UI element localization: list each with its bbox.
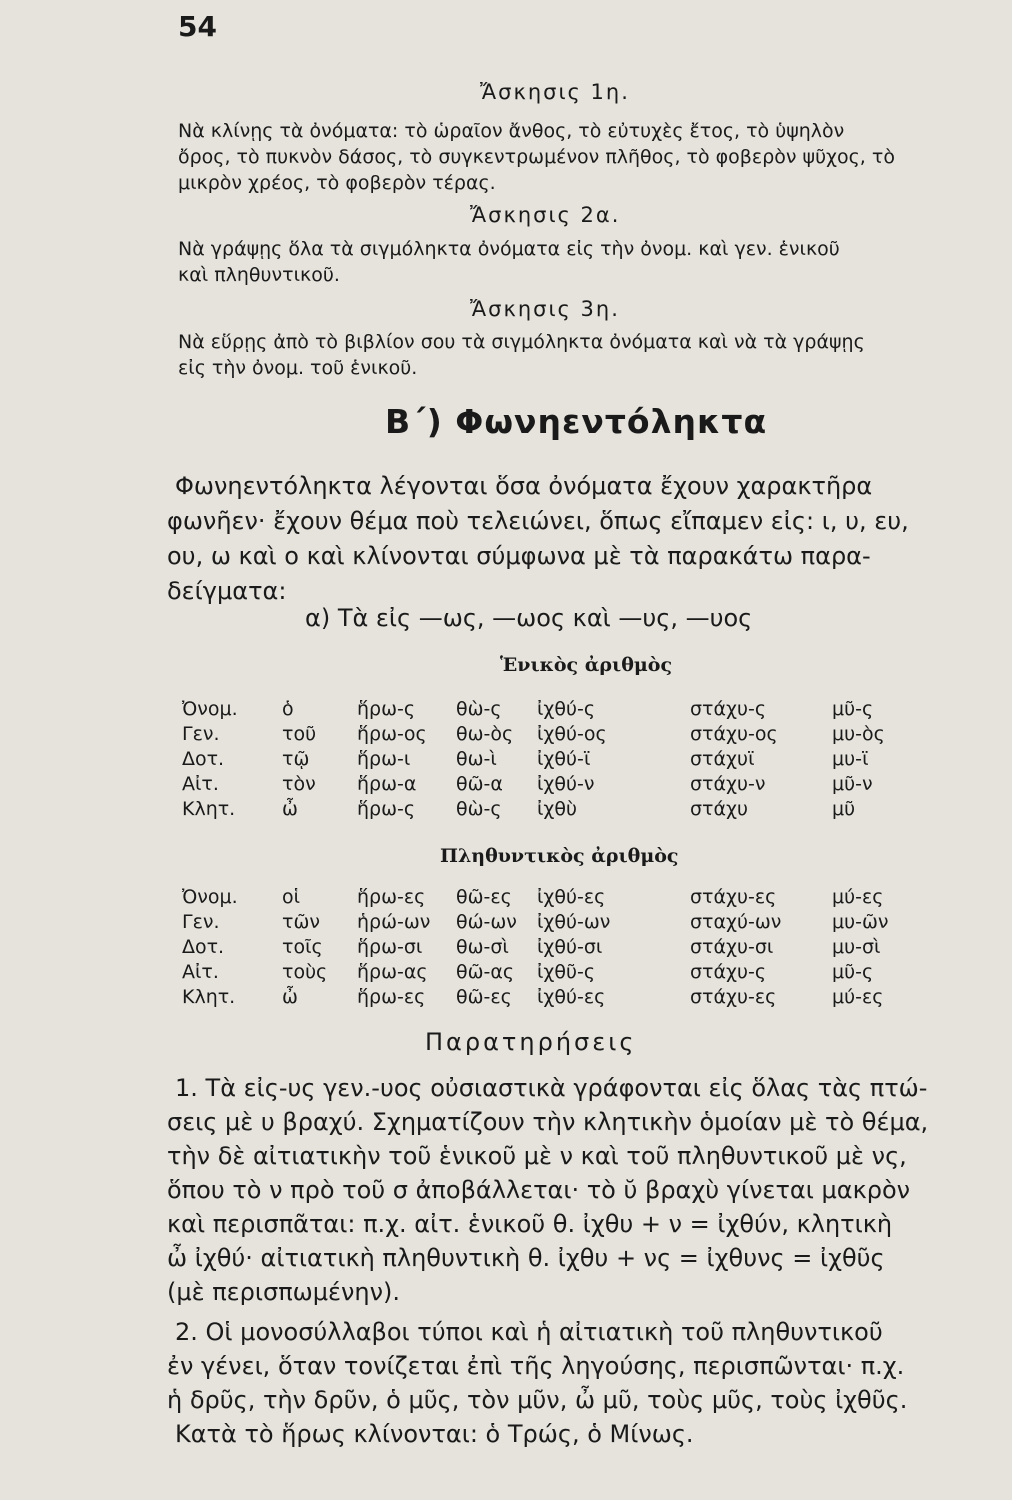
table-row <box>0 798 1012 822</box>
form-cell: στάχυ <box>690 798 748 820</box>
form-cell: στάχυ-ος <box>690 723 778 745</box>
form-cell: μῦ <box>832 798 856 820</box>
article: τὸν <box>282 773 316 795</box>
form-cell: στάχυ-σι <box>690 936 774 958</box>
form-cell: μυ-ῶν <box>832 911 889 933</box>
form-cell: μῦ-ς <box>832 698 874 720</box>
subheading: α) Τὰ εἰς —ως, —ωος καὶ —υς, —υος <box>305 604 753 632</box>
form-cell: στάχυ-ν <box>690 773 766 795</box>
observation-line: 2. Οἱ μονοσύλλαβοι τύποι καὶ ἡ αἰτιατικὴ τοῦ πληθυντικοῦ <box>175 1318 883 1346</box>
observation-line: σεις μὲ υ βραχύ. Σχηματίζουν τὴν κλητικὴν ὁμοίαν μὲ τὸ θέμα, <box>167 1108 929 1136</box>
form-cell: θὼ-ς <box>456 698 502 720</box>
form-cell: ἰχθῦ-ς <box>537 961 596 983</box>
intro-line: ου, ω καὶ ο καὶ κλίνονται σύμφωνα μὲ τὰ παρακάτω παρα- <box>167 542 871 570</box>
form-cell: θῶ-ας <box>456 961 515 983</box>
form-cell: σταχύ-ων <box>690 911 782 933</box>
case-label: Κλητ. <box>182 798 236 820</box>
case-label: Ὀνομ. <box>182 886 238 908</box>
form-cell: θώ-ων <box>456 911 517 933</box>
form-cell: ἡρώ-ων <box>357 911 431 933</box>
form-cell: θω-ὶ <box>456 748 497 770</box>
form-cell: ἰχθύ-ων <box>537 911 611 933</box>
form-cell: ἰχθὺ <box>537 798 578 820</box>
form-cell: ἥρω-σι <box>357 936 423 958</box>
form-cell: ἰχθύ-ς <box>537 698 596 720</box>
article: ὦ <box>282 986 298 1008</box>
form-cell: μυ-ὸς <box>832 723 885 745</box>
form-cell: ἥρω-ες <box>357 886 426 908</box>
form-cell: ἰχθύ-ος <box>537 723 607 745</box>
article: τοῦ <box>282 723 317 745</box>
form-cell: στάχυ-ς <box>690 961 766 983</box>
table-row <box>0 986 1012 1010</box>
table-row <box>0 773 1012 797</box>
form-cell: μύ-ες <box>832 886 884 908</box>
observation-line: ἡ δρῦς, τὴν δρῦν, ὁ μῦς, τὸν μῦν, ὦ μῦ, τοὺς μῦς, τοὺς ἰχθῦς. <box>167 1386 908 1414</box>
observation-line: Κατὰ τὸ ἥρως κλίνονται: ὁ Τρώς, ὁ Μίνως. <box>175 1420 694 1448</box>
form-cell: θῶ-ες <box>456 886 512 908</box>
exercise-3-title: Ἄσκησις 3η. <box>470 297 620 321</box>
article: ὦ <box>282 798 298 820</box>
exercise-3-line: Νὰ εὕρῃς ἀπὸ τὸ βιβλίον σου τὰ σιγμόληκτα ὀνόματα καὶ νὰ τὰ γράψῃς <box>178 331 865 353</box>
plural-heading: Πληθυντικὸς ἀριθμὸς <box>440 845 679 867</box>
exercise-2-title: Ἄσκησις 2α. <box>470 203 621 227</box>
form-cell: ἥρω-ος <box>357 723 427 745</box>
observation-line: τὴν δὲ αἰτιατικὴν τοῦ ἑνικοῦ μὲ ν καὶ τοῦ πληθυντικοῦ μὲ νς, <box>167 1142 907 1170</box>
table-row <box>0 886 1012 910</box>
exercise-2-line: καὶ πληθυντικοῦ. <box>178 264 340 286</box>
observation-line: 1. Τὰ εἰς-υς γεν.-υος οὐσιαστικὰ γράφονται εἰς ὅλας τὰς πτώ- <box>175 1074 928 1102</box>
table-row <box>0 698 1012 722</box>
form-cell: στάχυ-ες <box>690 886 777 908</box>
exercise-1-line: Νὰ κλίνῃς τὰ ὀνόματα: τὸ ὡραῖον ἄνθος, τὸ εὐτυχὲς ἔτος, τὸ ὑψηλὸν <box>178 120 845 142</box>
section-title: Β΄) Φωνηεντόληκτα <box>385 402 768 441</box>
case-label: Αἰτ. <box>182 961 219 983</box>
page-number: 54 <box>178 10 217 43</box>
form-cell: θω-ὸς <box>456 723 514 745</box>
table-row <box>0 748 1012 772</box>
exercise-3-line: εἰς τὴν ὀνομ. τοῦ ἑνικοῦ. <box>178 357 418 379</box>
form-cell: μύ-ες <box>832 986 884 1008</box>
table-row <box>0 961 1012 985</box>
intro-line: δείγματα: <box>167 577 287 605</box>
exercise-1-line: μικρὸν χρέος, τὸ φοβερὸν τέρας. <box>178 172 496 194</box>
observation-line: ὅπου τὸ ν πρὸ τοῦ σ ἀποβάλλεται· τὸ ῠ βραχὺ γίνεται μακρὸν <box>167 1176 911 1204</box>
case-label: Ὀνομ. <box>182 698 238 720</box>
form-cell: στάχυϊ <box>690 748 755 770</box>
case-label: Δοτ. <box>182 936 225 958</box>
form-cell: ἰχθύ-ν <box>537 773 595 795</box>
case-label: Δοτ. <box>182 748 225 770</box>
form-cell: ἰχθύ-ες <box>537 986 606 1008</box>
observation-line: ὦ ἰχθύ· αἰτιατικὴ πληθυντικὴ θ. ἰχθυ + νς = ἰχθυνς = ἰχθῦς <box>167 1244 885 1272</box>
form-cell: ἰχθύ-σι <box>537 936 603 958</box>
exercise-1-title: Ἄσκησις 1η. <box>480 80 630 104</box>
singular-heading: Ἑνικὸς ἀριθμὸς <box>500 654 673 676</box>
observations-title: Παρατηρήσεις <box>425 1028 637 1056</box>
case-label: Γεν. <box>182 911 220 933</box>
intro-line: Φωνηεντόληκτα λέγονται ὅσα ὀνόματα ἔχουν χαρακτῆρα <box>175 472 873 500</box>
form-cell: θῶ-ες <box>456 986 512 1008</box>
form-cell: ἥρω-ας <box>357 961 428 983</box>
form-cell: ἥρω-ς <box>357 698 416 720</box>
case-label: Αἰτ. <box>182 773 219 795</box>
case-label: Κλητ. <box>182 986 236 1008</box>
form-cell: μυ-ϊ <box>832 748 869 770</box>
table-row <box>0 936 1012 960</box>
article: τοὺς <box>282 961 328 983</box>
table-row <box>0 911 1012 935</box>
form-cell: μῦ-ν <box>832 773 873 795</box>
form-cell: ἰχθύ-ϊ <box>537 748 591 770</box>
article: οἱ <box>282 886 301 908</box>
form-cell: ἥρω-α <box>357 773 417 795</box>
form-cell: ἰχθύ-ες <box>537 886 606 908</box>
article: τοῖς <box>282 936 323 958</box>
form-cell: μῦ-ς <box>832 961 874 983</box>
observation-line: καὶ περισπᾶται: π.χ. αἰτ. ἑνικοῦ θ. ἰχθυ + ν = ἰχθύν, κλητικὴ <box>167 1210 893 1238</box>
article: ὁ <box>282 698 294 720</box>
observation-line: (μὲ περισπωμένην). <box>167 1278 401 1306</box>
form-cell: θὼ-ς <box>456 798 502 820</box>
form-cell: στάχυ-ες <box>690 986 777 1008</box>
form-cell: στάχυ-ς <box>690 698 766 720</box>
form-cell: ἥρω-ι <box>357 748 411 770</box>
table-row <box>0 723 1012 747</box>
form-cell: θῶ-α <box>456 773 503 795</box>
form-cell: θω-σὶ <box>456 936 509 958</box>
form-cell: ἥρω-ες <box>357 986 426 1008</box>
exercise-2-line: Νὰ γράψῃς ὅλα τὰ σιγμόληκτα ὀνόματα εἰς τὴν ὀνομ. καὶ γεν. ἑνικοῦ <box>178 238 840 260</box>
exercise-1-line: ὄρος, τὸ πυκνὸν δάσος, τὸ συγκεντρωμένον πλῆθος, τὸ φοβερὸν ψῦχος, τὸ <box>178 146 895 168</box>
article: τῶν <box>282 911 320 933</box>
form-cell: ἥρω-ς <box>357 798 416 820</box>
article: τῷ <box>282 748 310 770</box>
case-label: Γεν. <box>182 723 220 745</box>
observation-line: ἐν γένει, ὅταν τονίζεται ἐπὶ τῆς ληγούσης, περισπῶνται· π.χ. <box>167 1352 905 1380</box>
form-cell: μυ-σὶ <box>832 936 881 958</box>
intro-line: φωνῆεν· ἔχουν θέμα ποὺ τελειώνει, ὅπως εἴπαμεν εἰς: ι, υ, ευ, <box>167 507 909 535</box>
